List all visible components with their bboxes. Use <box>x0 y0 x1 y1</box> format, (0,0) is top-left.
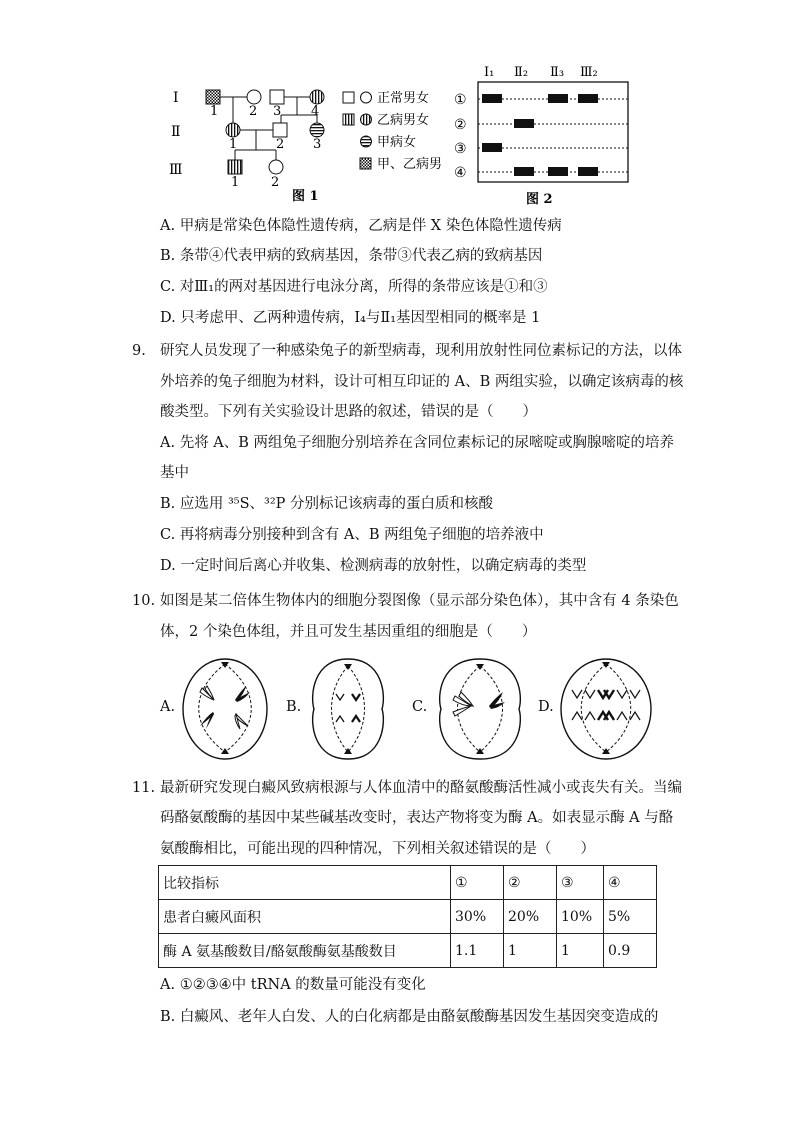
q10-stem-line-1: 如图是某二倍体生物体内的细胞分裂图像（显示部分染色体），其中含有 4 条染色 <box>160 593 679 609</box>
legend-yi-label: 乙病男女 <box>377 113 430 128</box>
gel-band <box>482 94 502 103</box>
q10-number: 10. <box>132 593 156 609</box>
table-cell: 1 <box>504 934 557 968</box>
cell-diagram-b <box>308 656 388 762</box>
gel-band <box>548 167 568 176</box>
legend-normal-female-icon <box>361 92 372 103</box>
table-cell: 1.1 <box>451 934 504 968</box>
table-cell: 患者白癜风面积 <box>159 900 451 934</box>
gel-row-label: ① <box>454 92 467 108</box>
fig2-col-4: Ⅲ₂ <box>580 65 598 80</box>
q8-option-c: C. 对Ⅲ₁的两对基因进行电泳分离，所得的条带应该是①和③ <box>160 279 548 295</box>
gel-band <box>514 167 534 176</box>
gel-band <box>482 143 502 152</box>
table-header-cell: 比较指标 <box>159 866 451 900</box>
q9-stem-line-1: 研究人员发现了一种感染兔子的新型病毒，现利用放射性同位素标记的方法，以体 <box>160 343 682 359</box>
table-header-row <box>159 866 657 900</box>
electrophoresis-figure <box>452 62 634 207</box>
num-i3: 3 <box>273 104 282 119</box>
pedigree-i4-female-yi <box>310 90 324 104</box>
q9-stem-line-2: 外培养的兔子细胞为材料，设计可相互印证的 A、B 两组实验，以确定该病毒的核 <box>160 374 684 390</box>
table-header-cell: ③ <box>557 866 604 900</box>
q9-option-b: B. 应选用 ³⁵S、³²P 分别标记该病毒的蛋白质和核酸 <box>160 496 494 512</box>
table-row <box>159 900 657 934</box>
table-cell: 0.9 <box>604 934 657 968</box>
q11-stem-line-3: 氨酸酶相比，可能出现的四种情况，下列相关叙述错误的是（ ） <box>160 841 595 857</box>
gel-band <box>514 119 534 128</box>
q11-option-b: B. 白癜风、老年人白发、人的白化病都是由酪氨酸酶基因发生基因突变造成的 <box>160 1009 659 1025</box>
gel-band <box>578 94 598 103</box>
q11-stem-line-1: 最新研究发现白癜风致病根源与人体血清中的酪氨酸酶活性减小或丧失有关。当编 <box>160 780 682 796</box>
pedigree-i1-male-affected-both <box>206 90 220 104</box>
legend-both-label: 甲、乙病男 <box>377 157 443 172</box>
pedigree-i3-male-normal <box>270 90 284 104</box>
table-header-cell: ① <box>451 866 504 900</box>
table-cell: 20% <box>504 900 557 934</box>
table-cell: 5% <box>604 900 657 934</box>
fig2-col-2: Ⅱ₂ <box>514 65 529 80</box>
pedigree-ii2-male-normal <box>273 123 287 137</box>
gel-row-label: ③ <box>454 141 467 157</box>
legend-both-male-icon <box>360 158 371 169</box>
table-row <box>159 934 657 968</box>
fig2-col-3: Ⅱ₃ <box>550 65 565 80</box>
q8-option-b: B. 条带④代表甲病的致病基因，条带③代表乙病的致病基因 <box>160 248 543 264</box>
table-cell: 1 <box>557 934 604 968</box>
legend-jia-label: 甲病女 <box>377 135 417 150</box>
pedigree-figure <box>165 82 465 204</box>
pedigree-ii1-female-yi <box>226 123 240 137</box>
legend-jia-female-icon <box>361 136 372 147</box>
num-iii2: 2 <box>271 175 280 190</box>
pedigree-i2-female-normal <box>247 90 261 104</box>
legend-normal-label: 正常男女 <box>377 91 430 106</box>
pedigree-iii1-male-yi <box>228 160 242 174</box>
num-i1: 1 <box>210 104 219 119</box>
table-cell: 10% <box>557 900 604 934</box>
pedigree-ii3-female-jia <box>310 123 324 137</box>
cell-diagram-d <box>558 656 654 762</box>
table-header-cell: ④ <box>604 866 657 900</box>
num-ii1: 1 <box>229 137 238 152</box>
gel-row-label: ② <box>454 117 467 133</box>
q10-stem-line-2: 体，2 个染色体组，并且可发生基因重组的细胞是（ ） <box>160 624 537 640</box>
num-i4: 4 <box>311 104 320 119</box>
gen-label-i: Ⅰ <box>173 90 179 106</box>
legend-normal-male-icon <box>343 92 354 103</box>
q9-option-d: D. 一定时间后离心并收集、检测病毒的放射性，以确定病毒的类型 <box>160 558 587 574</box>
q10-label-a: A. <box>160 699 176 715</box>
fig2-caption: 图 2 <box>526 192 553 207</box>
q9-option-a: A. 先将 A、B 两组兔子细胞分别培养在含同位素标记的尿嘧啶或胸腺嘧啶的培养 <box>160 435 675 451</box>
cell-diagram-c <box>435 656 525 762</box>
table-header-cell: ② <box>504 866 557 900</box>
gel-band <box>548 94 568 103</box>
q10-label-c: C. <box>412 699 428 715</box>
cell-diagram-a <box>180 656 270 762</box>
q11-option-a: A. ①②③④中 tRNA 的数量可能没有变化 <box>160 977 426 993</box>
q11-stem-line-2: 码酪氨酸酶的基因中某些碱基改变时，表达产物将变为酶 A。如表显示酶 A 与酪 <box>160 810 674 826</box>
q11-number: 11. <box>132 780 156 796</box>
table-cell: 30% <box>451 900 504 934</box>
legend-yi-male-icon <box>343 114 354 125</box>
num-iii1: 1 <box>231 175 240 190</box>
q9-option-c: C. 再将病毒分别接种到含有 A、B 两组兔子细胞的培养液中 <box>160 527 544 543</box>
q8-option-a: A. 甲病是常染色体隐性遗传病，乙病是伴 X 染色体隐性遗传病 <box>160 218 562 234</box>
table-cell: 酶 A 氨基酸数目/酪氨酸酶氨基酸数目 <box>159 934 451 968</box>
q9-number: 9. <box>132 343 146 359</box>
num-ii3: 3 <box>313 137 322 152</box>
q10-label-d: D. <box>538 699 554 715</box>
num-i2: 2 <box>249 104 258 119</box>
gen-label-ii: Ⅱ <box>171 124 181 140</box>
q8-option-d: D. 只考虑甲、乙两种遗传病，Ⅰ₄与Ⅱ₁基因型相同的概率是 1 <box>160 310 541 326</box>
q9-option-a-cont: 基中 <box>160 465 189 481</box>
comparison-table <box>158 865 657 968</box>
num-ii2: 2 <box>276 137 285 152</box>
gel-row-label: ④ <box>454 165 467 181</box>
q10-label-b: B. <box>286 699 302 715</box>
fig2-col-1: Ⅰ₁ <box>484 65 495 80</box>
gel-band <box>578 167 598 176</box>
legend-yi-female-icon <box>361 114 372 125</box>
fig1-caption: 图 1 <box>292 189 319 204</box>
gen-label-iii: Ⅲ <box>169 162 183 178</box>
q9-stem-line-3: 酸类型。下列有关实验设计思路的叙述，错误的是（ ） <box>160 404 537 420</box>
pedigree-iii2-female-normal <box>269 160 283 174</box>
